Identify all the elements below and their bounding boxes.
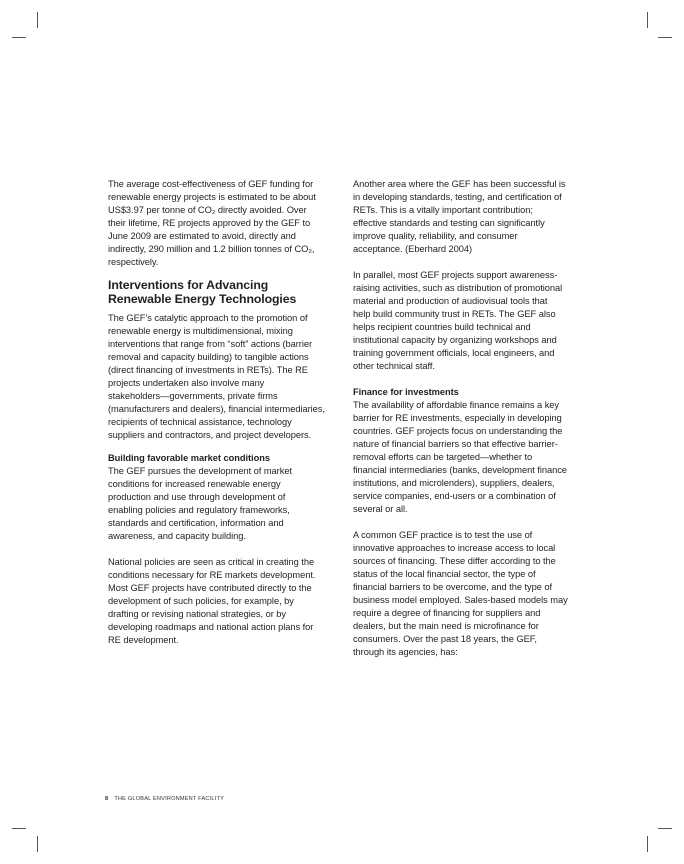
text-line: other technical staff. [353, 361, 435, 371]
crop-mark [12, 37, 26, 38]
text-line: suppliers and contractors, and project developers. [108, 430, 312, 440]
text-line: (direct financing of investments in RETs). The RE [108, 365, 308, 375]
paragraph [353, 399, 593, 516]
text-line: raising activities, such as distribution of promotional [353, 283, 563, 293]
text-line: (manufacturers and dealers), financial intermediaries, [108, 404, 325, 414]
text-line: material and production of audiovisual tools that [353, 296, 548, 306]
text-line: nature of financial barriers so that effective barrier- [353, 439, 558, 449]
crop-mark [647, 836, 648, 852]
text-line: June 2009 are estimated to avoid, directly and [108, 231, 296, 241]
text-line: status of the local financial sector, the type of [353, 569, 536, 579]
paragraph [108, 465, 348, 543]
text-line: renewable energy projects is estimated to be about [108, 192, 316, 202]
text-line: The GEF pursues the development of market [108, 466, 292, 476]
crop-mark [37, 836, 38, 852]
text-line: service companies, end-users or a combination of [353, 491, 556, 501]
paragraph [353, 529, 593, 659]
text-line: A common GEF practice is to test the use of [353, 530, 533, 540]
text-line: Finance for investments [353, 387, 459, 397]
paragraph [353, 178, 593, 256]
text-line: helps recipient countries build technical and [353, 322, 531, 332]
text-line: help build community trust in RETs. The GEF also [353, 309, 556, 319]
text-line: institutional capacity by organizing workshops and [353, 335, 557, 345]
text-line: effective standards and testing can significantly [353, 218, 545, 228]
paragraph [108, 178, 348, 269]
text-line: Most GEF projects have contributed directly to the [108, 583, 312, 593]
subheading [108, 452, 348, 465]
text-line: Interventions for Advancing [108, 278, 269, 292]
text-line: National policies are seen as critical in creating the [108, 557, 315, 567]
text-line: The availability of affordable finance remains a key [353, 400, 560, 410]
text-line: Building favorable market conditions [108, 453, 270, 463]
subheading [353, 386, 593, 399]
text-line: require a degree of financing for suppliers and [353, 608, 541, 618]
section-heading [108, 278, 348, 306]
text-line: removal and capacity building) to tangible actions [108, 352, 309, 362]
text-line: production and use through development of [108, 492, 286, 502]
text-line: standards and certification, information and [108, 518, 284, 528]
text-line: sources of financing. These differ according to the [353, 556, 556, 566]
text-line: In parallel, most GEF projects support awareness- [353, 270, 558, 280]
text-line: innovative approaches to increase access to local [353, 543, 556, 553]
text-line: RE development. [108, 635, 179, 645]
text-line: barrier for RE investments, especially in developing [353, 413, 562, 423]
text-line: conditions necessary for RE markets development. [108, 570, 316, 580]
text-line: drafting or revising national strategies, or by [108, 609, 287, 619]
text-line: financial intermediaries (banks, development finance [353, 465, 567, 475]
text-line: The GEF’s catalytic approach to the promotion of [108, 313, 308, 323]
text-line: projects undertaken also involve many [108, 378, 265, 388]
text-line: The average cost-effectiveness of GEF funding for [108, 179, 314, 189]
text-line: financial barriers to be overcome, and the type of [353, 582, 553, 592]
text-line: stakeholders—governments, private firms [108, 391, 278, 401]
crop-mark [37, 12, 38, 28]
text-line: institutions, and microlenders), suppliers, dealers, [353, 478, 555, 488]
paragraph [108, 312, 348, 442]
crop-mark [12, 828, 26, 829]
text-line: respectively. [108, 257, 159, 267]
text-line: conditions for increased renewable energy [108, 479, 281, 489]
text-line: indirectly, 290 million and 1.2 billion tonnes of CO₂, [108, 244, 315, 254]
text-line: interventions that range from “soft” actions (barrier [108, 339, 313, 349]
text-line: awareness, and capacity building. [108, 531, 246, 541]
page-footer [105, 796, 224, 802]
text-line: dealers, but the main need is microfinance for [353, 621, 539, 631]
text-line: countries. GEF projects focus on understanding the [353, 426, 563, 436]
text-line: removal efforts can be targeted—whether to [353, 452, 533, 462]
text-line: several or all. [353, 504, 408, 514]
text-line: development of such policies, for example, by [108, 596, 294, 606]
crop-mark [647, 12, 648, 28]
page-number: 8 [105, 796, 109, 802]
text-line: acceptance. (Eberhard 2004) [353, 244, 473, 254]
text-line: business model employed. Sales-based models may [353, 595, 568, 605]
text-line: enabling policies and regulatory frameworks, [108, 505, 290, 515]
text-line: in developing standards, testing, and certification of [353, 192, 562, 202]
crop-mark [658, 37, 672, 38]
text-line: through its agencies, has: [353, 647, 458, 657]
crop-mark [658, 828, 672, 829]
paragraph [353, 269, 593, 373]
text-line: consumers. Over the past 18 years, the GEF, [353, 634, 537, 644]
text-line: training government officials, local engineers, and [353, 348, 555, 358]
text-line: Renewable Energy Technologies [108, 292, 297, 306]
paragraph [108, 556, 348, 647]
text-line: Another area where the GEF has been successful is [353, 179, 566, 189]
text-line: their lifetime, RE projects approved by the GEF to [108, 218, 311, 228]
text-line: developing roadmaps and national action plans for [108, 622, 314, 632]
text-line: RETs. This is a vitally important contribution; [353, 205, 533, 215]
text-line: US$3.97 per tonne of CO₂ directly avoided. Over [108, 205, 307, 215]
text-line: recipients of technical assistance, technology [108, 417, 292, 427]
text-line: improve quality, reliability, and consumer [353, 231, 518, 241]
running-title: THE GLOBAL ENVIRONMENT FACILITY [114, 796, 225, 802]
text-line: renewable energy is multidimensional, mixing [108, 326, 293, 336]
